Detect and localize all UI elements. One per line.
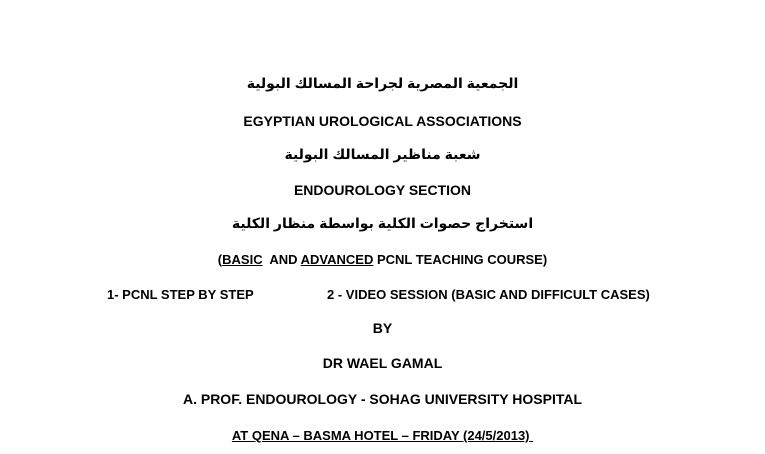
presenter-name: DR WAEL GAMAL (322, 355, 443, 371)
course-basic: BASIC (222, 252, 263, 267)
course-title (0, 251, 765, 269)
arabic-course-title: استخراج حصوات الكلية بواسطة منظار الكلية (231, 215, 534, 231)
session-one: 1- PCNL STEP BY STEP (107, 287, 254, 302)
arabic-society-title: الجمعية المصرية لجراحة المسالك البولية (246, 75, 519, 91)
by-label: BY (372, 320, 393, 336)
course-rest: PCNL TEACHING COURSE) (373, 252, 548, 267)
course-and: AND (262, 252, 301, 267)
session-two: 2 - VIDEO SESSION (BASIC AND DIFFICULT CASES) (327, 287, 650, 302)
presenter-title: A. PROF. ENDOUROLOGY - SOHAG UNIVERSITY HOSPITAL (182, 391, 583, 407)
course-advanced: ADVANCED (300, 252, 374, 267)
society-title: EGYPTIAN UROLOGICAL ASSOCIATIONS (243, 113, 522, 129)
arabic-section-title: شعبة مناظير المسالك البولية (284, 146, 481, 162)
course-open-paren: ( (217, 252, 223, 267)
venue-line: AT QENA – BASMA HOTEL – FRIDAY (24/5/2013) (231, 428, 534, 443)
section-title: ENDOUROLOGY SECTION (293, 182, 472, 198)
